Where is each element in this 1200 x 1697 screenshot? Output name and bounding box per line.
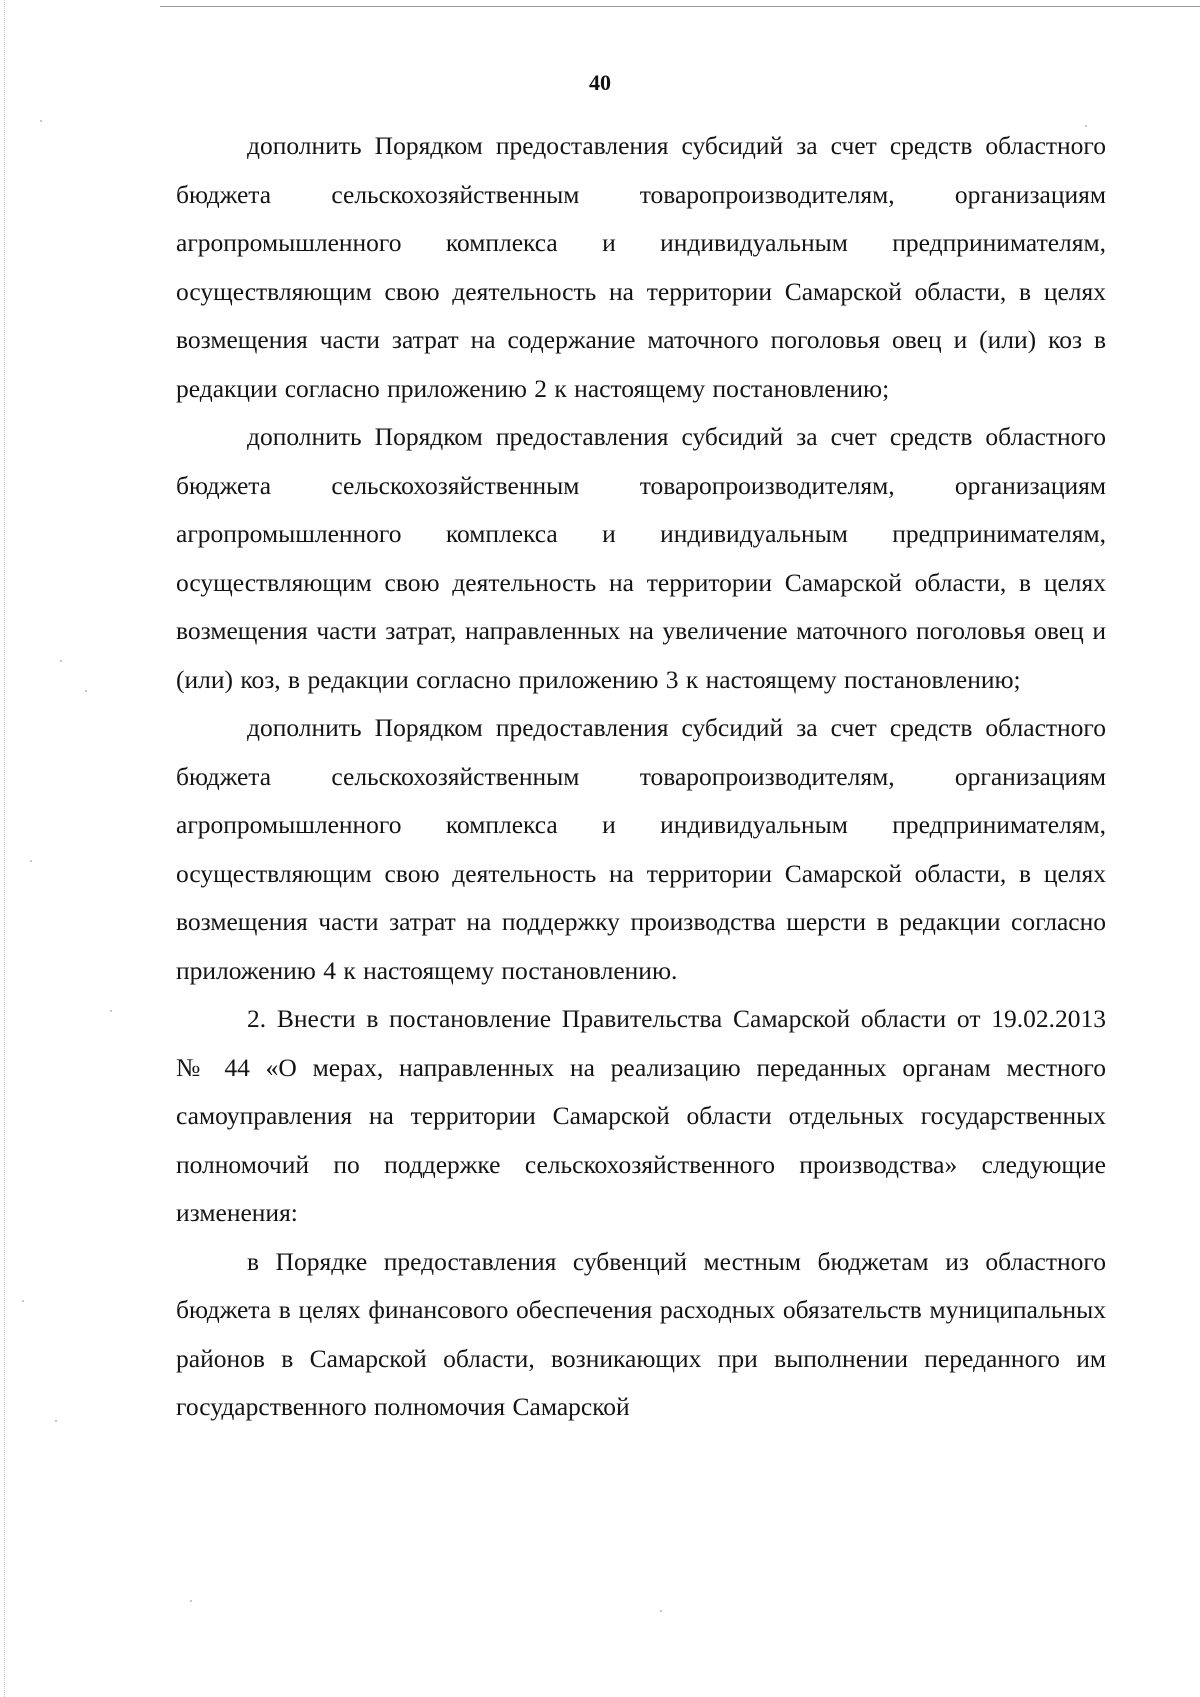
paragraph: 2. Внести в постановление Правительства Самарской области от 19.02.2013 № 44 «О мерах, направленных на реализацию переданных органам местного самоуправления на территории Самарской области отдельных государственных полномочий по поддержке сельскохозяйственного производства» следующие изменения: [176, 1004, 1106, 1227]
paragraph: дополнить Порядком предоставления субсидий за счет средств областного бюджета сельскохозяйственным товаропроизводителям, организациям агропромышленного комплекса и индивидуальным предпринимателям, осуществляющим свою деятельность на территории Самарской области, в целях возмещения части затрат на поддержку производства шерсти в редакции согласно приложению 4 к настоящему постановлению. [176, 713, 1106, 985]
paragraph: дополнить Порядком предоставления субсидий за счет средств областного бюджета сельскохозяйственным товаропроизводителям, организациям агропромышленного комплекса и индивидуальным предпринимателям, осуществляющим свою деятельность на территории Самарской области, в целях возмещения части затрат на содержание маточного поголовья овец и (или) коз в редакции согласно приложению 2 к настоящему постановлению; [176, 131, 1106, 403]
paragraph: дополнить Порядком предоставления субсидий за счет средств областного бюджета сельскохозяйственным товаропроизводителям, организациям агропромышленного комплекса и индивидуальным предпринимателям, осуществляющим свою деятельность на территории Самарской области, в целях возмещения части затрат, направленных на увеличение маточного поголовья овец и (или) коз, в редакции согласно приложению 3 к настоящему постановлению; [176, 422, 1106, 694]
scan-left-edge [4, 0, 5, 1697]
top-rule [160, 6, 1200, 7]
document-body [176, 122, 1106, 1432]
page-number: 40 [589, 70, 611, 95]
paragraph: в Порядке предоставления субвенций местным бюджетам из областного бюджета в целях финансового обеспечения расходных обязательств муниципальных районов в Самарской области, возникающих при выполнении переданного им государственного полномочия Самарской [176, 1246, 1106, 1421]
